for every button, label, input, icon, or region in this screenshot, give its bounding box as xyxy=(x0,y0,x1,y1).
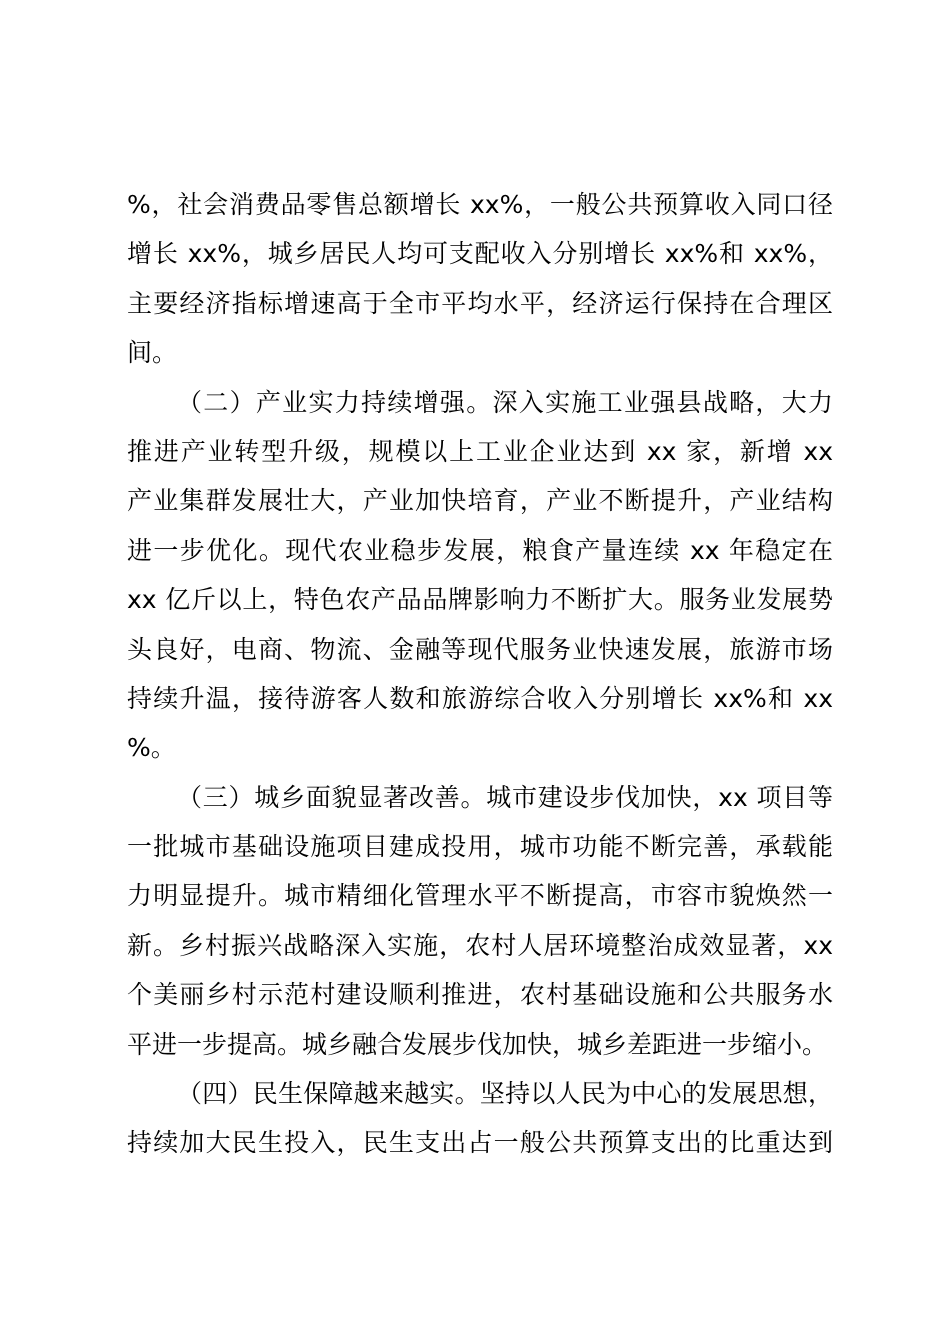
text-line: 头良好，电商、物流、金融等现代服务业快速发展，旅游市场 xyxy=(127,634,833,664)
body-text xyxy=(127,180,833,1168)
text-line: 进一步优化。现代农业稳步发展，粮食产量连续 xx 年稳定在 xyxy=(127,535,833,565)
text-line: 产业集群发展壮大，产业加快培育，产业不断提升，产业结构 xyxy=(127,486,833,516)
text-line: 一批城市基础设施项目建成投用，城市功能不断完善，承载能 xyxy=(127,832,833,862)
text-line: xx 亿斤以上，特色农产品品牌影响力不断扩大。服务业发展势 xyxy=(127,585,833,615)
text-line: %。 xyxy=(127,733,176,763)
section-heading-line: （二）产业实力持续增强。深入实施工业强县战略，大力 xyxy=(177,387,833,417)
paragraph-industry xyxy=(127,378,833,773)
paragraph-urban-rural xyxy=(127,773,833,1069)
text-line: 间。 xyxy=(127,338,178,368)
text-line: 平进一步提高。城乡融合发展步伐加快，城乡差距进一步缩小。 xyxy=(127,1029,828,1059)
text-line: 力明显提升。城市精细化管理水平不断提高，市容市貌焕然一 xyxy=(127,881,833,911)
paragraph-livelihood xyxy=(127,1069,833,1168)
text-line: 新。乡村振兴战略深入实施，农村人居环境整治成效显著，xx xyxy=(127,930,833,960)
text-line: 增长 xx%，城乡居民人均可支配收入分别增长 xx%和 xx%， xyxy=(127,239,833,269)
text-line: 推进产业转型升级，规模以上工业企业达到 xx 家，新增 xx xyxy=(127,436,833,466)
text-line: 主要经济指标增速高于全市平均水平，经济运行保持在合理区 xyxy=(127,288,833,318)
section-heading-line: （三）城乡面貌显著改善。城市建设步伐加快，xx 项目等 xyxy=(177,782,833,812)
text-line: 个美丽乡村示范村建设顺利推进，农村基础设施和公共服务水 xyxy=(127,980,833,1010)
text-line: %，社会消费品零售总额增长 xx%，一般公共预算收入同口径 xyxy=(127,190,833,219)
text-line: 持续加大民生投入，民生支出占一般公共预算支出的比重达到 xyxy=(127,1128,833,1158)
text-line: 持续升温，接待游客人数和旅游综合收入分别增长 xx%和 xx xyxy=(127,683,833,713)
paragraph-economy xyxy=(127,180,833,378)
section-heading-line: （四）民生保障越来越实。坚持以人民为中心的发展思想， xyxy=(177,1079,833,1109)
